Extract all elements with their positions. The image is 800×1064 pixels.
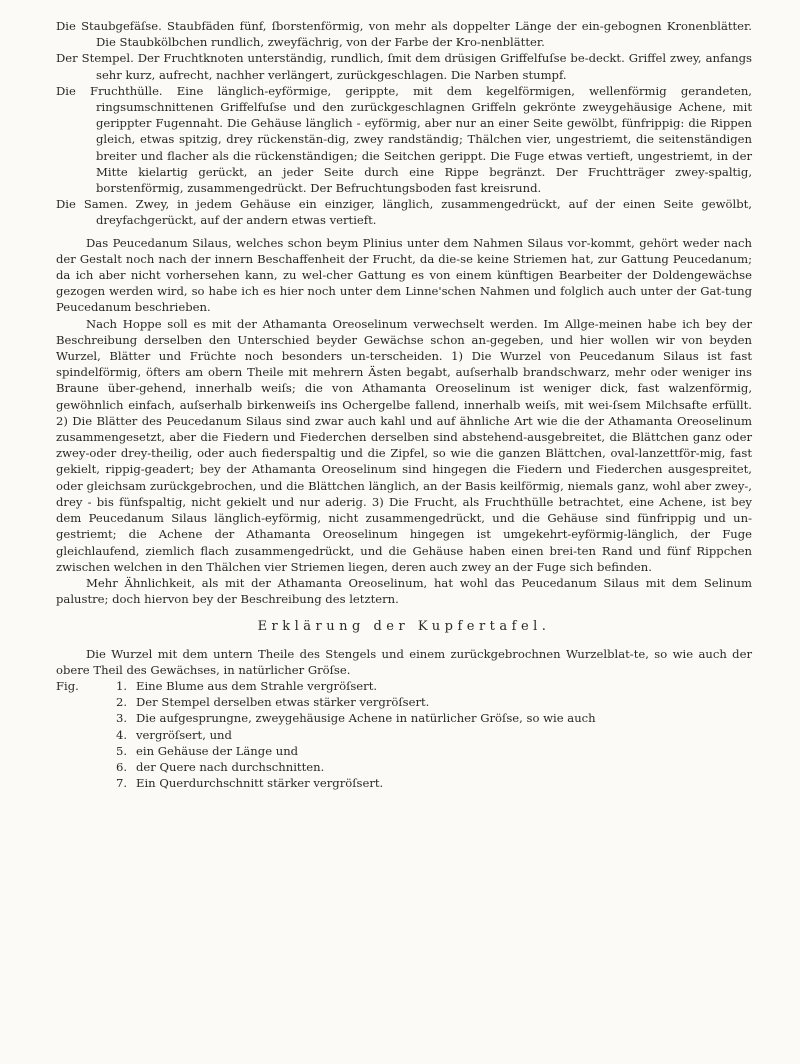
plate-intro: Die Wurzel mit dem untern Theile des Stengels und einem zurückgebrochnen Wurzelblat-te, so wie auch der obere Theil des Gewächses, in natürlicher Gröſse. xyxy=(56,646,752,677)
paragraph-samen: Die Samen. Zwey, in jedem Gehäuse ein einziger, länglich, zusammengedrückt, auf der einen Seite gewölbt, dreyfachgerückt, auf der andern etwas vertieft. xyxy=(56,197,752,228)
figure-lead xyxy=(56,710,116,726)
figure-text: Die aufgesprungne, zweygehäusige Achene in natürlicher Gröſse, so wie auch xyxy=(136,711,596,726)
figure-number: 7. xyxy=(116,776,128,791)
figure-lead xyxy=(56,694,116,710)
section-heading: Erklärung der Kupfertafel. xyxy=(257,619,551,635)
figure-number: 6. xyxy=(116,759,128,774)
paragraph-staubgefaesse: Die Staubgefäſse. Staubfäden fünf, ſborstenförmig, von mehr als doppelter Länge der ein-gebognen Kronenblätter. Die Staubkölbchen rundlich, zweyfächrig, von der Farbe der Kro-nenblätter. xyxy=(56,19,752,50)
figure-lead: Fig. xyxy=(56,678,79,693)
figure-number: 5. xyxy=(116,743,128,758)
figure-item xyxy=(56,710,752,726)
paragraph-fruchthuelle: Die Fruchthülle. Eine länglich-eyförmige, gerippte, mit dem kegelförmigen, wellenförmig gerandeten, ringsumschnittenen Griffelfuſse und den zurückgeschlagnen Griffeln gekrönte zweygehäusige Achene, mit gerippter Fugennaht. Die Gehäuse länglich - eyförmig, aber nur an einer Seite gewölbt, fünfrippig: die Rippen gleich, etwas spitzig, drey rückenstän-dig, zwey randständig; Thälchen vier, ungestriemt, die seitenständigen breiter und flacher als die rückenständigen; die Seitchen gerippt. Die Fuge etwas vertieft, ungestriemt, in der Mitte kielartig gerückt, an jeder Seite durch eine Rippe begränzt. Der Fruchtträger zwey-spaltig, borstenförmig, zusammengedrückt. Der Befruchtungsboden fast kreisrund. xyxy=(56,83,752,196)
figure-item xyxy=(56,727,752,743)
figure-number: 3. xyxy=(116,711,128,726)
figure-text: Eine Blume aus dem Strahle vergröſsert. xyxy=(136,678,378,693)
figure-lead xyxy=(56,727,116,743)
figure-text: ein Gehäuse der Länge und xyxy=(136,743,299,758)
figure-text: vergröſsert, und xyxy=(136,727,232,742)
paragraph-hoppe: Nach Hoppe soll es mit der Athamanta Oreoselinum verwechselt werden. Im Allge-meinen habe ich bey der Beschreibung derselben den Unterschied beyder Gewächse schon an-gegeben, und hier wollen wir von beyden Wurzel, Blätter und Früchte noch besonders un-terscheiden. 1) Die Wurzel von Peucedanum Silaus ist fast spindelförmig, öfters am obern Theile mit mehrern Ästen begabt, auſserhalb brandschwarz, mehr oder weniger ins Braune über-gehend, innerhalb weiſs; die von Athamanta Oreoselinum ist weniger dick, fast walzenförmig, gewöhnlich einfach, auſserhalb birkenweiſs ins Ochergelbe fallend, innerhalb weiſs, mit wei-ſsem Milchsafte erfüllt. 2) Die Blätter des Peucedanum Silaus sind zwar auch kahl und auf ähnliche Art wie die der Athamanta Oreoselinum zusammengesetzt, aber die Fiedern und Fiederchen derselben sind abstehend-ausgebreitet, die Blättchen ganz oder zwey-oder drey-theilig, oder auch fiederspaltig und die Zipfel, so wie die ganzen Blättchen, oval-lanzettför-mig, fast gekielt, rippig-geadert; bey der Athamanta Oreoselinum sind hingegen die Fiedern und Fiederchen ausgespreitet, oder gleichsam zurückgebrochen, und die Blättchen länglich, an der Basis keilförmig, niemals ganz, wohl aber zwey-, drey - bis fünfspaltig, nicht gekielt und nur aderig. 3) Die Frucht, als Fruchthülle betrachtet, eine Achene, ist bey dem Peucedanum Silaus länglich-eyförmig, nicht zusammengedrückt, und die Gehäuse sind fünfrippig und un-gestriemt; die Achene der Athamanta Oreoselinum hingegen ist umgekehrt-eyförmig-länglich, der Fuge gleichlaufend, ziemlich flach zusammengedrückt, und die Gehäuse haben einen brei-ten Rand und fünf Rippchen zwischen welchen in den Thälchen vier Striemen liegen, deren auch zwey an der Fuge sich befinden. xyxy=(56,316,752,574)
figure-lead xyxy=(56,775,116,791)
figure-item xyxy=(56,678,752,694)
figure-number: 4. xyxy=(116,727,128,742)
paragraph-silaus: Das Peucedanum Silaus, welches schon beym Plinius unter dem Nahmen Silaus vor-kommt, gehört weder nach der Gestalt noch nach der innern Beschaffenheit der Frucht, da die-se keine Striemen hat, zur Gattung Peucedanum; da ich aber nicht vorhersehen kann, zu wel-cher Gattung es von einem künftigen Bearbeiter der Doldengewächse gezogen werden wird, so habe ich es hier noch unter dem Linne'schen Nahmen und folglich auch unter der Gat-tung Peucedanum beschrieben. xyxy=(56,235,752,315)
figure-item xyxy=(56,759,752,775)
figure-number: 2. xyxy=(116,695,128,710)
paragraph-aehnlichkeit: Mehr Ähnlichkeit, als mit der Athamanta Oreoselinum, hat wohl das Peucedanum Silaus mit dem Selinum palustre; doch hiervon bey der Beschreibung des letztern. xyxy=(56,575,752,607)
figure-text: Der Stempel derselben etwas stärker vergröſsert. xyxy=(136,695,430,710)
figure-text: Ein Querdurchschnitt stärker vergröſsert. xyxy=(136,776,384,791)
paragraph-stempel: Der Stempel. Der Fruchtknoten unterständig, rundlich, ſmit dem drüsigen Griffelfuſse be-deckt. Griffel zwey, anfangs sehr kurz, aufrecht, nachher verlängert, zurückgeschlagen. Die Narben stumpf. xyxy=(56,51,752,82)
figure-text: der Quere nach durchschnitten. xyxy=(136,759,325,774)
figure-lead xyxy=(56,743,116,759)
figure-item xyxy=(56,775,752,791)
figure-item xyxy=(56,694,752,710)
figure-item xyxy=(56,743,752,759)
figure-number: 1. xyxy=(116,678,128,693)
figure-lead xyxy=(56,759,116,775)
figure-list xyxy=(56,678,752,791)
